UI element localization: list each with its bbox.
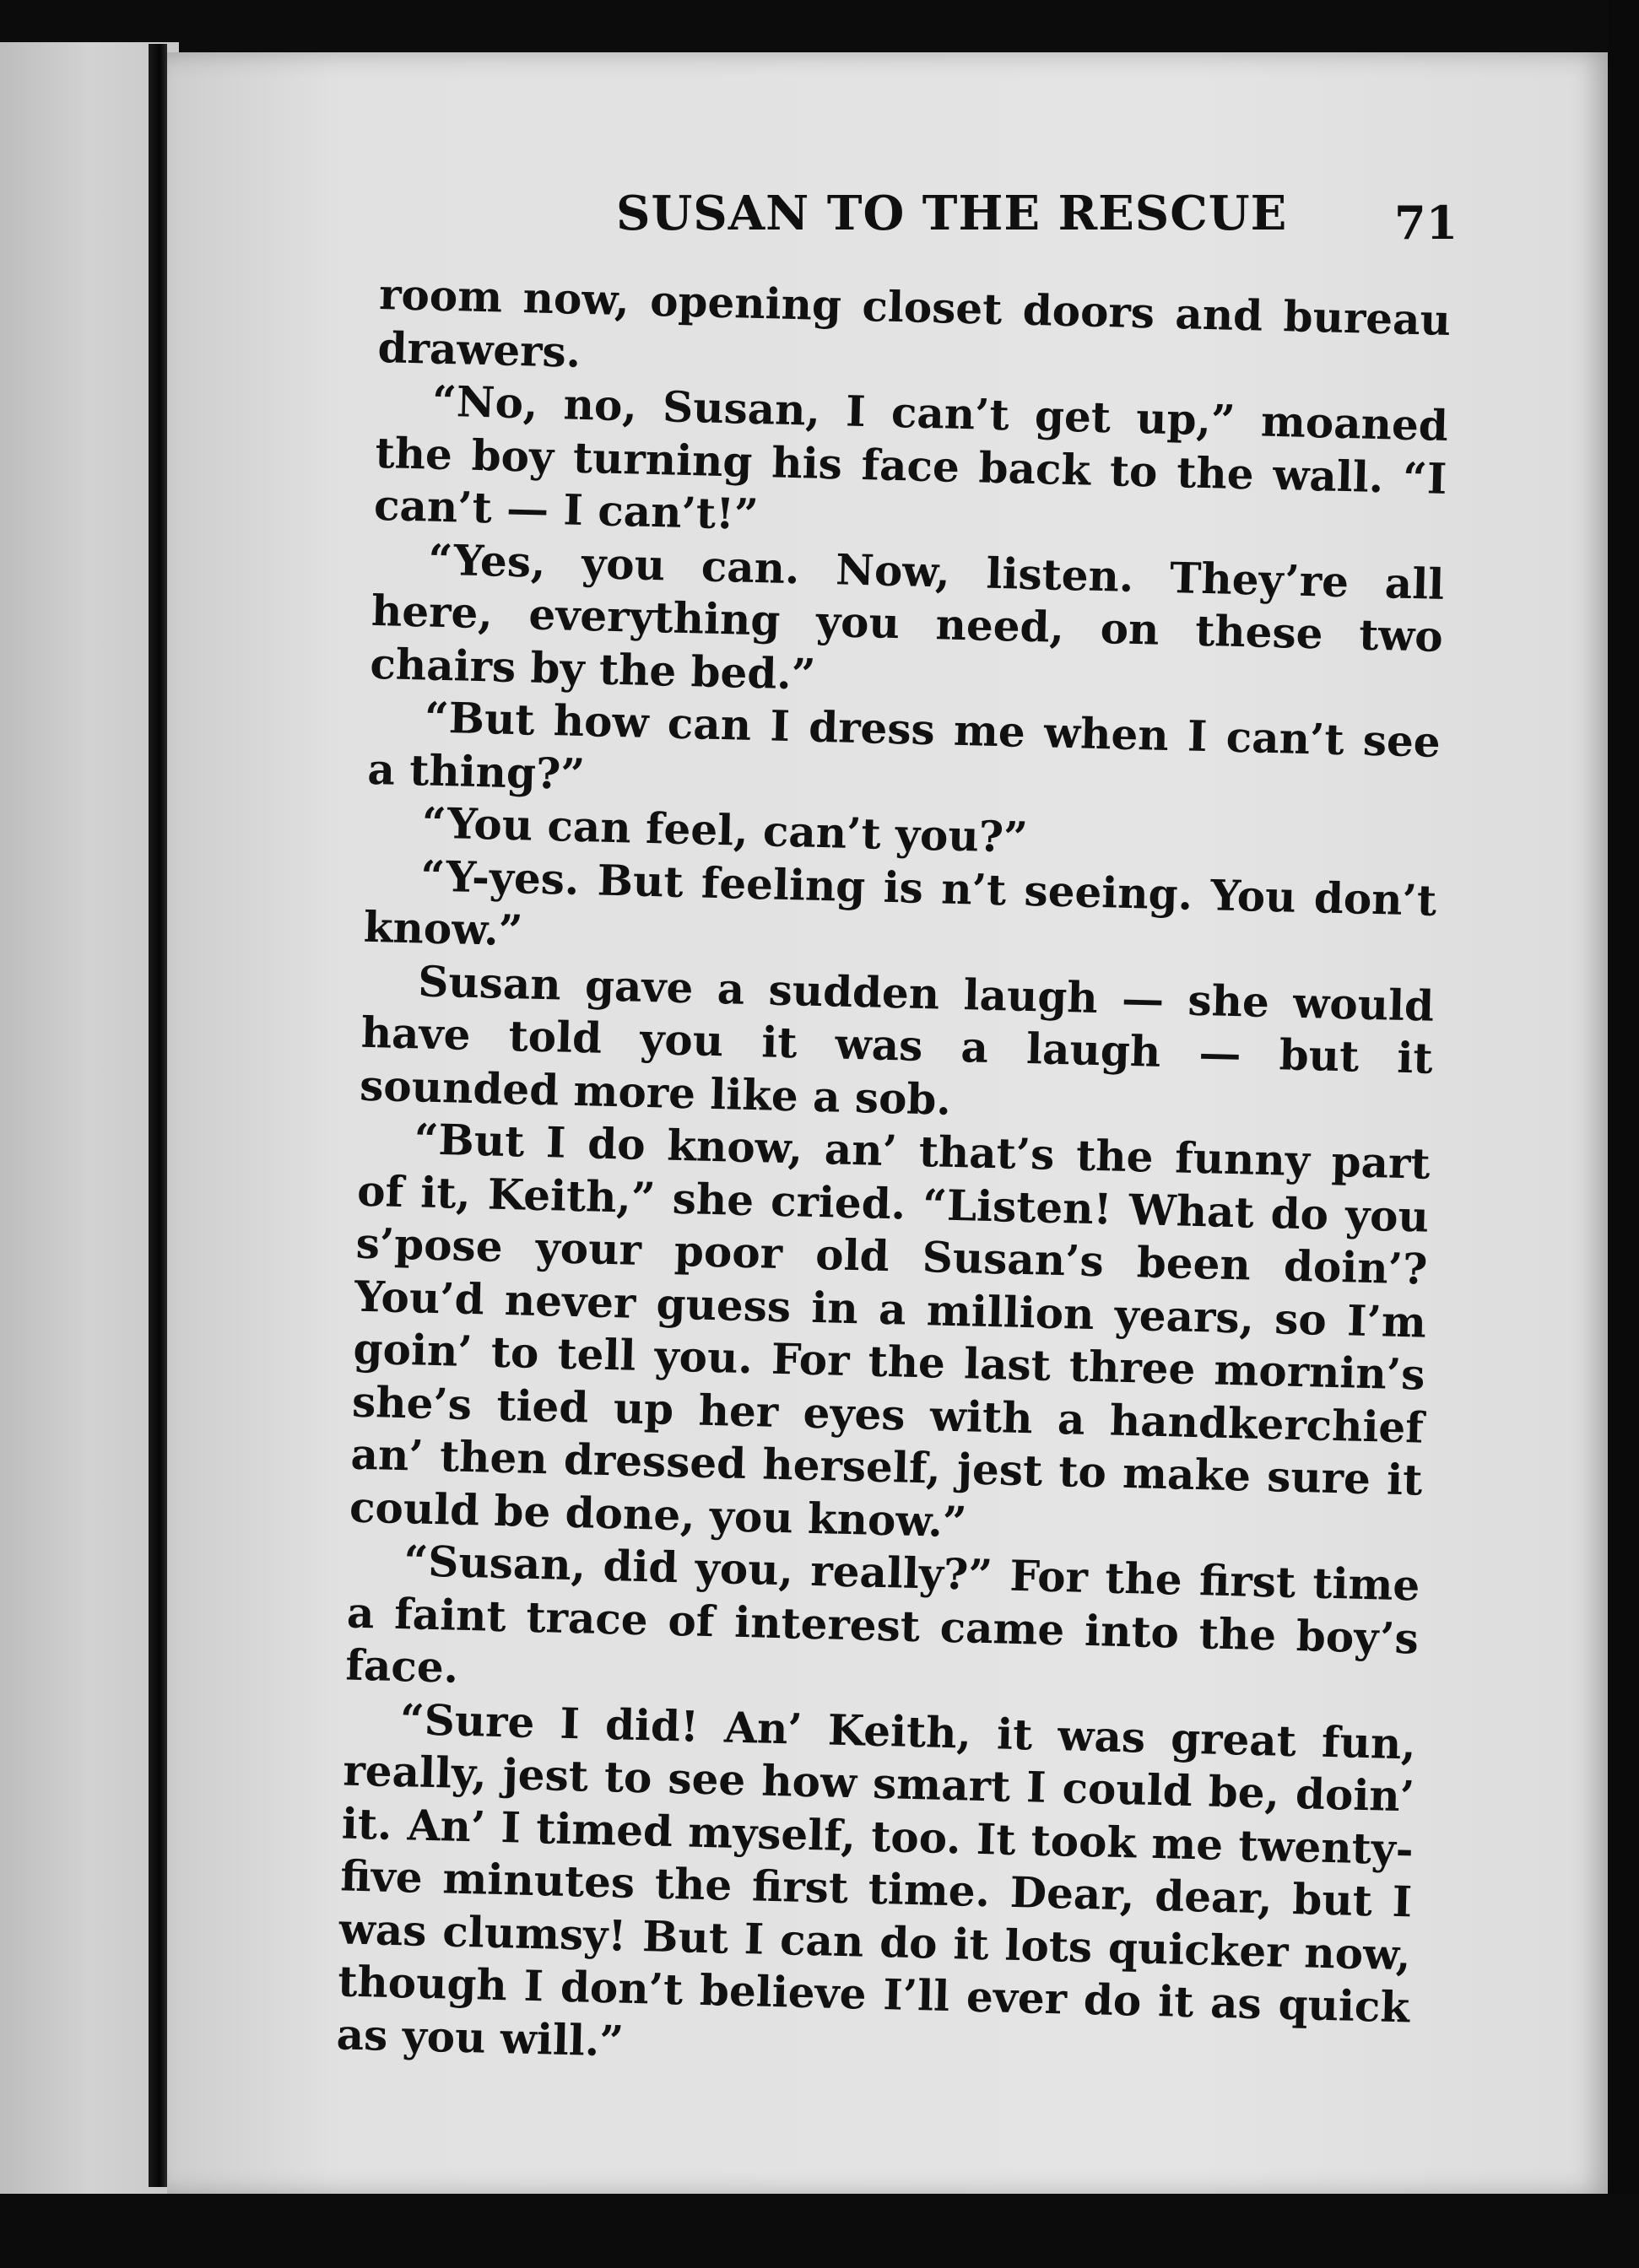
paragraph: “Susan, did you, really?” For the first time a faint trace of interest came into the boy’s face.: [344, 1536, 1420, 1693]
paragraph: “But I do know, an’ that’s the funny part of it, Keith,” she cried. “Listen! What do you s’pose your poor old Susan’s been doin’? You’d never guess in a million years, so I’m goin’ to tell you. For the last three mornin’s she’s tied up her eyes with a handkerchief an’ then dressed herself, jest to make sure it could be done, you know.”: [349, 1114, 1431, 1547]
paragraph: “Y-yes. But feeling is n’t seeing. You don’t know.”: [363, 850, 1437, 956]
book-gutter-shadow: [149, 44, 167, 2187]
paragraph: “But how can I dress me when I can’t see a thing?”: [366, 692, 1442, 799]
page-number: 71: [1394, 196, 1458, 250]
paragraph: “No, no, Susan, I can’t get up,” moaned the boy turning his face back to the wall. “I can’t — I can’t!”: [373, 375, 1449, 540]
paragraph: “Yes, you can. Now, listen. They’re all here, everything you need, on these two chairs by the bed.”: [369, 534, 1445, 699]
page-body-text: [336, 268, 1452, 2087]
paragraph: “Sure I did! An’ Keith, it was great fun, really, jest to see how smart I could be, doin’ it. An’ I timed myself, too. It took me twenty-five minutes the first time. Dear, dear, but I was clumsy! But I can do it lots quicker now, though I don’t believe I’ll ever do it as quick as you will.”: [336, 1693, 1417, 2066]
scan-border-right: [1608, 0, 1639, 2268]
scan-border-bottom: [0, 2194, 1639, 2268]
paragraph: “You can feel, can’t you?”: [421, 797, 1029, 862]
running-head: SUSAN TO THE RESCUE: [616, 186, 1288, 241]
paragraph: Susan gave a sudden laugh — she would have told you it was a laugh — but it sounded more like a sob.: [359, 955, 1435, 1125]
paragraph: room now, opening closet doors and bureau drawers.: [377, 268, 1452, 377]
